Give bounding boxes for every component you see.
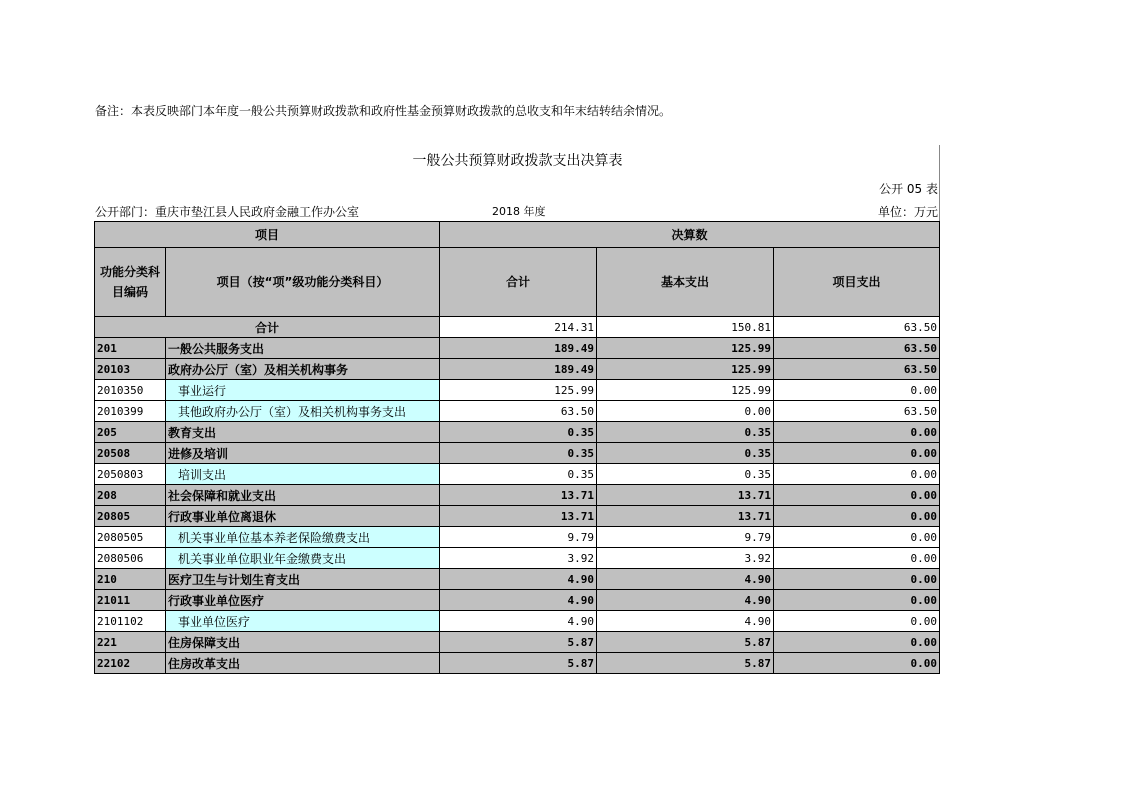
row-code: 2080506 [95,548,166,569]
row-proj: 0.00 [774,527,940,548]
row-basic: 4.90 [597,569,774,590]
row-basic: 9.79 [597,527,774,548]
row-name: 其他政府办公厅（室）及相关机构事务支出 [166,401,440,422]
row-code: 205 [95,422,166,443]
row-name: 一般公共服务支出 [166,338,440,359]
header-final: 决算数 [440,222,940,248]
row-proj: 0.00 [774,569,940,590]
row-basic: 4.90 [597,590,774,611]
row-basic: 4.90 [597,611,774,632]
row-basic: 5.87 [597,653,774,674]
row-name: 行政事业单位医疗 [166,590,440,611]
row-name: 事业单位医疗 [166,611,440,632]
row-total: 9.79 [440,527,597,548]
table-row [95,464,940,485]
row-code: 2010399 [95,401,166,422]
row-basic: 13.71 [597,485,774,506]
total-row [95,317,940,338]
row-proj: 63.50 [774,401,940,422]
row-code: 201 [95,338,166,359]
row-total: 63.50 [440,401,597,422]
expenditure-table [94,221,940,674]
table-row [95,569,940,590]
row-total: 13.71 [440,506,597,527]
table-row [95,632,940,653]
row-proj: 0.00 [774,443,940,464]
row-total: 0.35 [440,464,597,485]
row-total: 4.90 [440,611,597,632]
table-row [95,380,940,401]
row-name: 机关事业单位职业年金缴费支出 [166,548,440,569]
row-proj: 63.50 [774,359,940,380]
row-total: 3.92 [440,548,597,569]
table-row [95,653,940,674]
row-total: 0.35 [440,422,597,443]
year-label: 2018 年度 [492,205,546,218]
row-code: 21011 [95,590,166,611]
row-proj: 0.00 [774,422,940,443]
row-code: 20103 [95,359,166,380]
row-code: 208 [95,485,166,506]
row-total: 5.87 [440,653,597,674]
table-row [95,338,940,359]
row-proj: 0.00 [774,380,940,401]
row-basic: 125.99 [597,359,774,380]
footnote: 备注：本表反映部门本年度一般公共预算财政拨款和政府性基金预算财政拨款的总收支和年末结转结余情况。 [95,104,672,118]
row-basic: 0.35 [597,422,774,443]
table-row [95,590,940,611]
unit-label: 单位：万元 [877,205,938,219]
table-title: 一般公共预算财政拨款支出决算表 [412,153,623,169]
row-name: 行政事业单位离退休 [166,506,440,527]
row-basic: 0.35 [597,443,774,464]
row-name: 住房改革支出 [166,653,440,674]
row-code: 2010350 [95,380,166,401]
header-basic: 基本支出 [597,248,774,317]
row-basic: 5.87 [597,632,774,653]
row-total: 13.71 [440,485,597,506]
row-basic: 125.99 [597,380,774,401]
header-name: 项目（按“项”级功能分类科目） [166,248,440,317]
header-total: 合计 [440,248,597,317]
row-name: 培训支出 [166,464,440,485]
total-proj: 63.50 [774,317,940,338]
row-name: 政府办公厅（室）及相关机构事务 [166,359,440,380]
row-proj: 0.00 [774,611,940,632]
header-code: 功能分类科目编码 [95,248,166,317]
row-proj: 0.00 [774,464,940,485]
row-proj: 0.00 [774,506,940,527]
row-name: 社会保障和就业支出 [166,485,440,506]
row-name: 教育支出 [166,422,440,443]
row-code: 2101102 [95,611,166,632]
row-code: 221 [95,632,166,653]
row-code: 210 [95,569,166,590]
table-row [95,611,940,632]
row-basic: 0.00 [597,401,774,422]
header-proj: 项目支出 [774,248,940,317]
row-proj: 63.50 [774,338,940,359]
row-total: 189.49 [440,359,597,380]
row-total: 4.90 [440,590,597,611]
form-code: 公开 05 表 [879,182,938,196]
row-total: 189.49 [440,338,597,359]
table-row [95,548,940,569]
row-name: 进修及培训 [166,443,440,464]
table-row [95,401,940,422]
table-row [95,485,940,506]
total-label: 合计 [95,317,440,338]
table-row [95,443,940,464]
table-row [95,422,940,443]
row-total: 4.90 [440,569,597,590]
row-basic: 125.99 [597,338,774,359]
row-total: 5.87 [440,632,597,653]
row-basic: 13.71 [597,506,774,527]
row-proj: 0.00 [774,485,940,506]
row-basic: 3.92 [597,548,774,569]
row-code: 22102 [95,653,166,674]
row-proj: 0.00 [774,632,940,653]
row-proj: 0.00 [774,548,940,569]
table-row [95,527,940,548]
row-name: 机关事业单位基本养老保险缴费支出 [166,527,440,548]
row-name: 住房保障支出 [166,632,440,653]
header-project: 项目 [95,222,440,248]
total-sum: 214.31 [440,317,597,338]
row-basic: 0.35 [597,464,774,485]
row-proj: 0.00 [774,653,940,674]
row-total: 125.99 [440,380,597,401]
row-code: 20805 [95,506,166,527]
row-proj: 0.00 [774,590,940,611]
department-label: 公开部门：重庆市垫江县人民政府金融工作办公室 [95,205,360,219]
table-row [95,359,940,380]
row-total: 0.35 [440,443,597,464]
table-row [95,506,940,527]
row-code: 2050803 [95,464,166,485]
row-name: 事业运行 [166,380,440,401]
row-name: 医疗卫生与计划生育支出 [166,569,440,590]
row-code: 20508 [95,443,166,464]
row-code: 2080505 [95,527,166,548]
total-basic: 150.81 [597,317,774,338]
